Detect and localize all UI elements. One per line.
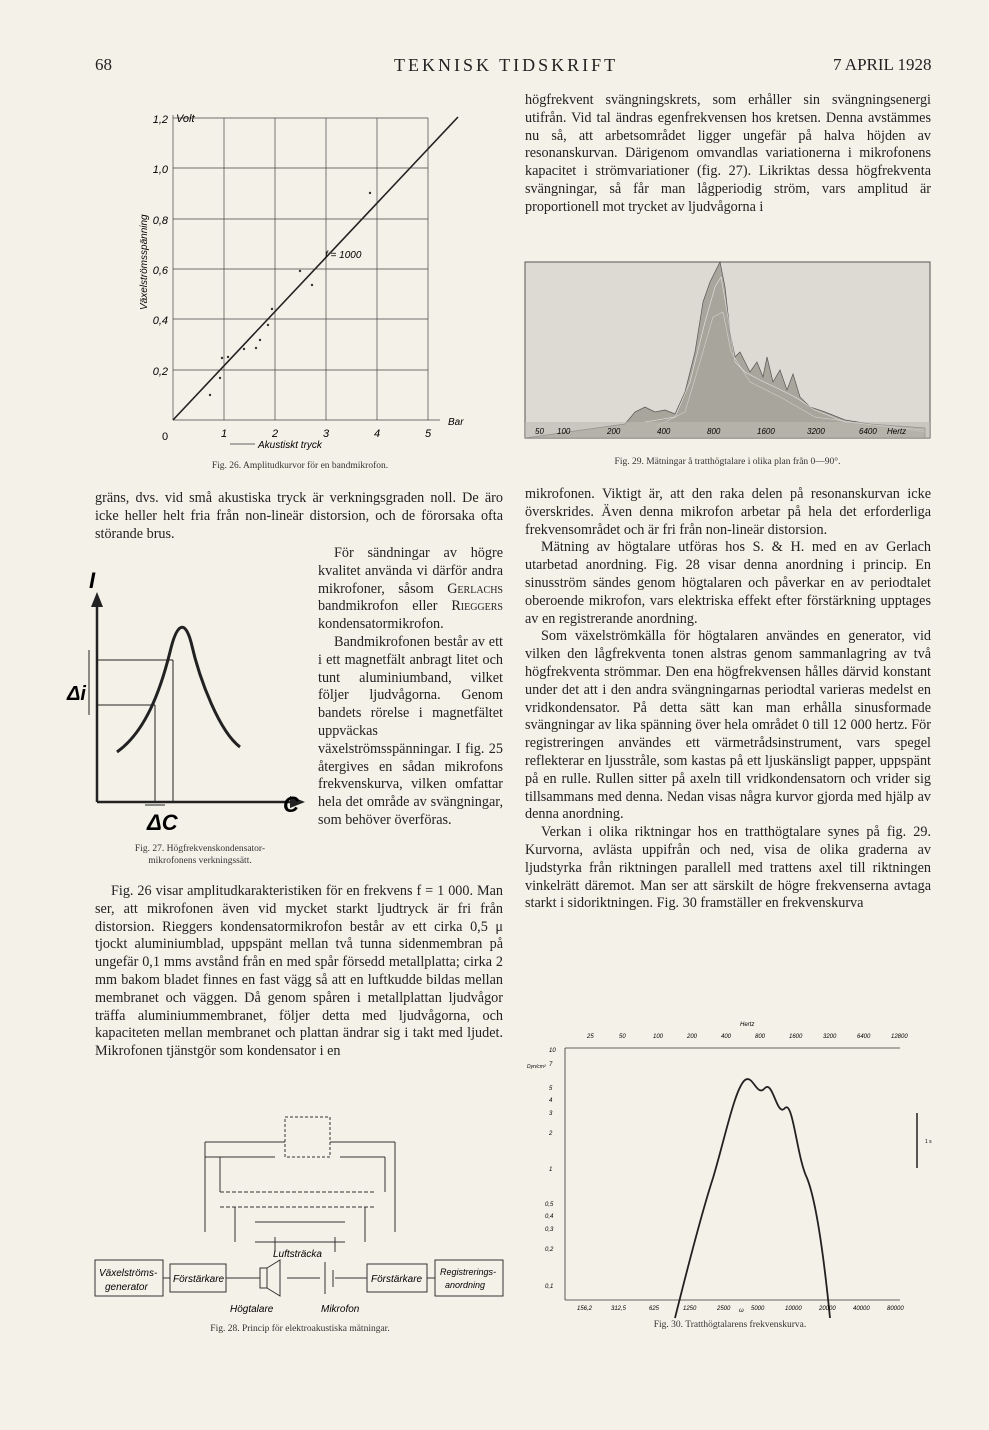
fig30-curve	[675, 1079, 830, 1318]
fig30-bottom-tick: 1250	[683, 1306, 697, 1312]
fig29-tick: 200	[607, 427, 621, 436]
fig29-tick: 3200	[807, 427, 825, 436]
fig28-caption: Fig. 28. Princip för elektroakustiska mätningar.	[210, 1324, 390, 1334]
fig30-scale: 1 s	[925, 1139, 932, 1145]
fig30-top-tick: 400	[721, 1034, 732, 1040]
fig29-chart	[525, 262, 930, 440]
fig26-ytick: 0,8	[152, 215, 168, 227]
fig30-bottom-tick: 2500	[717, 1306, 731, 1312]
fig30-top-tick: 3200	[823, 1034, 837, 1040]
fig28-label-amp: Förstärkare	[173, 1274, 225, 1285]
fig26-ylabel: Växelströmsspänning	[139, 214, 150, 310]
fig30-ytick: 3	[549, 1111, 553, 1117]
fig30-ytick: 0,1	[545, 1284, 554, 1290]
fig29-caption: Fig. 29. Mätningar å tratthögtalare i olika plan från 0—90°.	[614, 457, 841, 467]
text-left-top	[95, 490, 503, 543]
text-right-top	[525, 92, 931, 217]
fig27-label-di: Δi	[67, 683, 86, 705]
fig26-xlabel: Akustiskt tryck	[258, 440, 322, 451]
fig30-ytick: 4	[549, 1098, 553, 1104]
fig28-diagram	[95, 1112, 510, 1322]
paragraph: mikrofonen. Viktigt är, att den raka delen på resonanskurvan icke överskrides. Även denna mikrofon arbetar på hela det erforderliga frekvensområdet och är fri från non-lineär distorsion.	[525, 486, 931, 538]
fig29-tick: 6400	[859, 427, 877, 436]
fig30-bottom-tick: 625	[649, 1306, 660, 1312]
fig26-yunit: Volt	[176, 113, 195, 125]
text-right-middle	[525, 486, 931, 913]
fig26-ytick: 1,2	[152, 114, 168, 126]
fig26-ytick: 0,4	[152, 315, 168, 327]
paragraph: Fig. 26 visar amplitudkarakteristiken för en frekvens f = 1 000. Man ser, att mikrofonen även vid mycket starkt ljudtryck är fri från distorsion. Rieggers kondensatormikrofon består av ett cirka 0,5 μ tjockt aluminiumblad, uppspänt mellan två tunna sidenmembran på ungefär 0,1 mms avstånd från en med spår försedd metallplatta; cirka 2 mm bakom bladet finnes en fast vägg så att en luftkudde bildas mellan membranet och väggen. Då genom spåren i metallplattan ljudvågor träffa aluminiummembranet, följer detta med ljudvågorna, och kapaciteten mellan membranet och plattan ändrar sig i takt med ljudet. Mikrofonen tjänstgör som kondensator i en	[95, 883, 503, 1060]
fig30-bottom-tick: 80000	[887, 1306, 904, 1312]
paragraph: Bandmikrofonen består av ett i ett magnetfält anbragt litet och tunt aluminiumband, vilket följer ljudvågorna. Genom bandets rörelse i magnetfältet uppväckas växelströmsspänningar. I fig. 25 återgives en sådan mikrofons frekvenskurva, vilken omfattar hela det område av svängningar, som behöver överföras.	[318, 633, 503, 828]
fig30-ytick: 0,2	[545, 1247, 554, 1253]
fig26-xtick: 3	[323, 428, 330, 440]
fig30-ytick: 0,3	[545, 1227, 554, 1233]
fig26-xtick: 5	[425, 428, 432, 440]
fig28-label-reg2: anordning	[445, 1280, 486, 1290]
fig29-tick: 1600	[757, 427, 775, 436]
fig28-label-speaker: Högtalare	[230, 1304, 274, 1315]
text-left-bottom	[95, 883, 503, 1061]
fig26-ytick: 0,6	[152, 265, 168, 277]
journal-title: TEKNISK TIDSKRIFT	[394, 55, 619, 75]
fig30-top-tick: 100	[653, 1034, 664, 1040]
fig26-caption: Fig. 26. Amplitudkurvor för en bandmikrofon.	[211, 461, 389, 471]
page-number: 68	[95, 55, 112, 74]
fig29-tick: 100	[557, 427, 571, 436]
fig30-bottom-tick: 156,2	[577, 1306, 593, 1312]
fig30-ytick: 0,4	[545, 1214, 554, 1220]
paragraph: Som växelströmkälla för högtalaren användes en generator, vid vilken den lågfrekventa tonen alstras genom sammanlagring av två högfrekventa strömmar. Den ena högfrekvensen hålles därvid konstant under det att i den andra svängningarnas periodtal varieras medelst en vridkondensator. På detta sätt kan man erhålla sinusformade svängningar av lika spänning över hela området 0 till 12 000 hertz. För registreringen användes ett värmetrådsinstrument, vars spegel reflekterar en ljusstråle, som kastas på ett ljuskänsligt papper, uppspänt på en rulle. Rullen sitter på axeln till vridkondensatorn och vrider sig tillsammans med denna. Nedan visas några kurvor gjorda med hjälp av denna anordning.	[525, 628, 931, 823]
fig30-yunit: Dyn/cm²	[527, 1064, 546, 1070]
fig30-ytick: 5	[549, 1086, 553, 1092]
fig30-bottom-tick: 5000	[751, 1306, 765, 1312]
paragraph: gräns, dvs. vid små akustiska tryck är verkningsgraden noll. De äro icke heller helt fria från non-lineär distorsion, och de förorsaka ofta störande brus.	[95, 490, 503, 542]
fig26-xtick: 0	[162, 431, 169, 443]
fig30-bottom-unit: ω	[739, 1308, 744, 1314]
fig30-bottom-tick: 10000	[785, 1306, 802, 1312]
fig30-top-tick: 25	[587, 1034, 594, 1040]
fig26-chart	[110, 95, 480, 450]
fig30-top-tick: 50	[619, 1034, 626, 1040]
fig27-label-c: C	[283, 792, 299, 817]
fig27-caption: Fig. 27. Högfrekvenskondensator- mikrofonens verkningssätt.	[134, 844, 266, 866]
fig27-chart	[67, 562, 310, 837]
fig28-label-mic: Mikrofon	[321, 1304, 360, 1315]
paragraph: Verkan i olika riktningar hos en tratthögtalare synes på fig. 29. Kurvorna, avlästa uppifrån och ned, visa de olika graderna av ljudstyrka från riktningen parallell med trattens axel till riktningen vinkelrätt däremot. Man ser att särskilt de högre frekvenserna avtaga starkt i sidoriktningen. Fig. 30 framställer en frekvenskurva	[525, 824, 931, 912]
fig30-top-tick: 1600	[789, 1034, 803, 1040]
fig30-bottom-tick: 20000	[819, 1306, 836, 1312]
fig30-caption: Fig. 30. Tratthögtalarens frekvenskurva.	[653, 1320, 807, 1330]
fig30-ytick: 1	[549, 1167, 553, 1173]
fig29-tick: Hertz	[887, 427, 907, 436]
fig30-ytick: 10	[549, 1048, 556, 1054]
fig29-tick: 800	[707, 427, 721, 436]
fig30-bottom-tick: 312,5	[611, 1306, 627, 1312]
fig28-label-gen2: generator	[105, 1282, 148, 1293]
fig30-top-tick: 12800	[891, 1034, 908, 1040]
fig27-label-dc: ΔC	[147, 810, 178, 835]
fig26-ytick: 0,2	[152, 366, 168, 378]
fig26-xtick: 2	[272, 428, 279, 440]
fig29-tick: 400	[657, 427, 671, 436]
fig28-label-amp2: Förstärkare	[371, 1274, 423, 1285]
fig28-label-reg1: Registrerings-	[440, 1267, 497, 1277]
fig28-label-air: Luftsträcka	[273, 1249, 322, 1260]
fig30-top-tick: 200	[687, 1034, 698, 1040]
paragraph: högfrekvent svängningskrets, som erhåller sin svängningsenergi utifrån. Vid tal ändras egenfrekvensen hos kretsen. Denna avstämmes nu så, att arbetsområdet ligger ungefär på halva höjden av resonanskurvan. Därigenom omvandlas variationerna i mikrofonens kapacitet i strömvariationer (fig. 27). Likriktas dessa högfrekventa svängningar, så får man lågperiodig ström, vars amplitud är proportionell mot trycket av ljudvågorna i	[525, 92, 931, 215]
fig26-annotation: f = 1000	[325, 250, 362, 261]
fig26-line	[173, 117, 458, 420]
fig30-chart	[525, 1018, 935, 1313]
fig27-label-i: I	[89, 568, 96, 593]
fig30-ytick: 7	[549, 1062, 553, 1068]
text-left-narrow	[318, 545, 503, 830]
fig26-xunit: Bar	[448, 417, 464, 428]
issue-date: 7 APRIL 1928	[833, 55, 932, 74]
fig29-tick: 50	[535, 427, 544, 436]
fig28-label-gen1: Växelströms-	[99, 1268, 158, 1279]
fig30-top-tick: 6400	[857, 1034, 871, 1040]
paragraph: Mätning av högtalare utföras hos S. & H. med en av Gerlach utarbetad anordning. Fig. 28 visar denna anordning i princip. En sinusström sändes genom högtalaren och påverkar en av periodtalet oberoende mikrofon, vars elektriska effekt efter förstärkning upptages av en registrerande anordning.	[525, 539, 931, 627]
fig26-xtick: 1	[221, 428, 228, 440]
fig30-unit-top: Hertz	[740, 1022, 755, 1028]
fig30-ytick: 2	[549, 1131, 553, 1137]
fig30-ytick: 0,5	[545, 1202, 554, 1208]
fig30-bottom-tick: 40000	[853, 1306, 870, 1312]
fig26-ytick: 1,0	[152, 164, 168, 176]
paragraph: För sändningar av högre kvalitet använda vi därför andra mikrofoner, såsom Gerlachs bandmikrofon eller Rieggers kondensatormikrofon.	[318, 545, 503, 633]
fig30-top-tick: 800	[755, 1034, 766, 1040]
fig26-xtick: 4	[374, 428, 381, 440]
